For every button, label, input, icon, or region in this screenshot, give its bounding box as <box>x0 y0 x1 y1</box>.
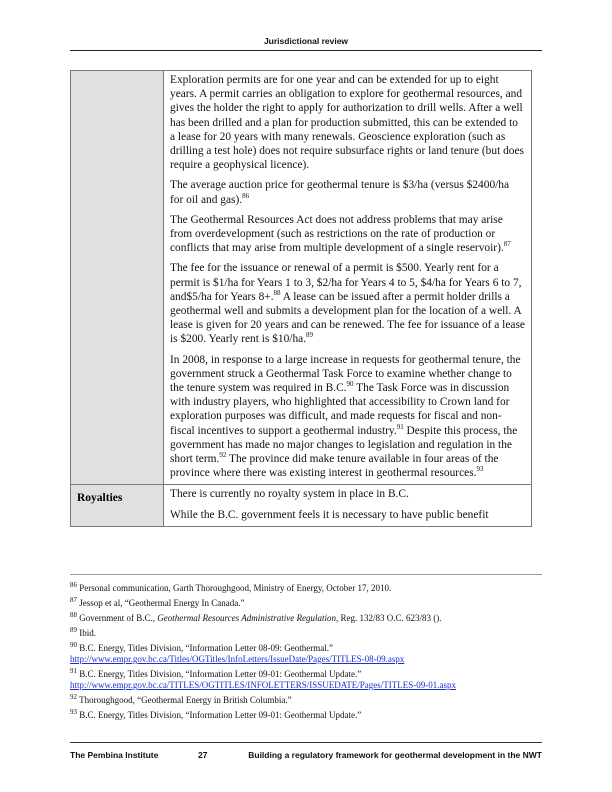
paragraph: In 2008, in response to a large increase in requests for geothermal tenure, the government struck a Geothermal Task Force to examine whether change to the tenure system was required in B.C.$^{90}$ The Task Force was in discussion with industry players, who highlighted that accessibility to Crown land for exploration purposes was difficult, and made requests for fiscal and non-fiscal incentives to support a geothermal industry.$^{91}$ Despite this process, the government has made no major changes to legislation and regulation in the short term.$^{92}$ The province did make tenure available in four areas of the province where there was existing interest in geothermal resources.$^{93}$ <box>170 353 521 480</box>
footnote: $^{88}$ Government of B.C., Geothermal Resources Administrative Regulation, Reg. 132/83 O.C. 623/83 (). <box>70 611 442 623</box>
row-content-cell <box>164 485 532 526</box>
footnote-ref: 92 <box>219 451 227 460</box>
row-label-cell <box>71 485 164 526</box>
footnote-ref: 90 <box>346 380 354 389</box>
footnote-ref: 89 <box>306 331 314 340</box>
paragraph: The Geothermal Resources Act does not address problems that may arise from overdevelopment (such as restrictions on the rate of production or conflicts that may arise from multiple development of a single reservoir).$^{87}$ <box>170 213 511 255</box>
row-label-royalties: Royalties <box>77 492 123 505</box>
row-label <box>71 71 163 79</box>
footer-document-title: Building a regulatory framework for geothermal development in the NWT <box>248 750 542 760</box>
footnote-ref: 93 <box>476 465 484 474</box>
footnote: $^{87}$ Jessop et al, “Geothermal Energy In Canada.” <box>70 596 245 608</box>
header-divider <box>70 50 542 51</box>
table-row <box>71 485 532 526</box>
paragraph: While the B.C. government feels it is necessary to have public benefit <box>170 508 489 521</box>
footnote-link[interactable]: http://www.empr.gov.bc.ca/Titles/OGTitles/InfoLetters/IssueDate/Pages/TITLES-08-09.aspx <box>70 654 405 664</box>
footnote-ref: 88 <box>273 289 281 298</box>
paragraph: There is currently no royalty system in place in B.C. <box>170 488 409 501</box>
footnote-ref: 87 <box>503 240 511 249</box>
paragraph: The average auction price for geothermal tenure is $3/ha (versus $2400/ha for oil and gas).$^{86}$ <box>170 179 510 206</box>
paragraph: Exploration permits are for one year and can be extended for up to eight years. A permit carries an obligation to explore for geothermal resources, and gives the holder the right to apply for authorization to drill wells. After a well has been drilled and a plan for production submitted, this can be extended to a lease for 20 years with many renewals. Geoscience exploration (such as drilling a test hole) does not require subsurface rights or land tenure (but does require a geophysical licence). <box>170 74 524 172</box>
footnote-divider <box>70 574 542 575</box>
table-row <box>71 71 532 485</box>
footnote: $^{93}$ B.C. Energy, Titles Division, “Information Letter 09-01: Geothermal Update.” <box>70 708 362 720</box>
footer-organization: The Pembina Institute <box>70 750 159 760</box>
footnote: $^{92}$ Thoroughgood, “Geothermal Energy in British Columbia.” <box>70 693 292 705</box>
footnote: $^{86}$ Personal communication, Garth Thoroughgood, Ministry of Energy, October 17, 2010. <box>70 581 392 593</box>
jurisdictional-review-table <box>70 70 532 527</box>
footnote-ref: 91 <box>396 422 404 431</box>
footer-divider <box>70 742 542 743</box>
footnote: $^{89}$ Ibid. <box>70 626 96 638</box>
row-label-cell <box>71 71 164 485</box>
footnotes <box>70 583 542 725</box>
footnote: $^{91}$ B.C. Energy, Titles Division, “Information Letter 09-01: Geothermal Update.” http://www.empr.gov.bc.ca/TITLES/OGTITLES/INFOLETTERS/ISSUEDATE/Pages/TITLES-09-01.aspx <box>70 667 457 690</box>
footnote-link[interactable]: http://www.empr.gov.bc.ca/TITLES/OGTITLES/INFOLETTERS/ISSUEDATE/Pages/TITLES-09-01.aspx <box>70 680 457 690</box>
footnote-ref: 86 <box>242 191 250 200</box>
row-content-cell <box>164 71 532 485</box>
paragraph: The fee for the issuance or renewal of a permit is $500. Yearly rent for a permit is $1/ha for Years 1 to 3, $2/ha for Years 4 to 5, $4/ha for Years 6 to 7, and$5/ha for Years 8+.$^{88}$ A lease can be issued after a permit holder drills a geothermal well and submits a development plan for the location of a well. A lease is given for 20 years and can be renewed. The fee for issuance of a lease is $200. Yearly rent is $10/ha.$^{89}$ <box>170 262 525 346</box>
footnote: $^{90}$ B.C. Energy, Titles Division, “Information Letter 08-09: Geothermal.” http://www.empr.gov.bc.ca/Titles/OGTitles/InfoLetters/IssueDate/Pages/TITLES-08-09.aspx <box>70 641 405 664</box>
running-header: Jurisdictional review <box>263 36 349 46</box>
page-number: 27 <box>198 750 208 760</box>
